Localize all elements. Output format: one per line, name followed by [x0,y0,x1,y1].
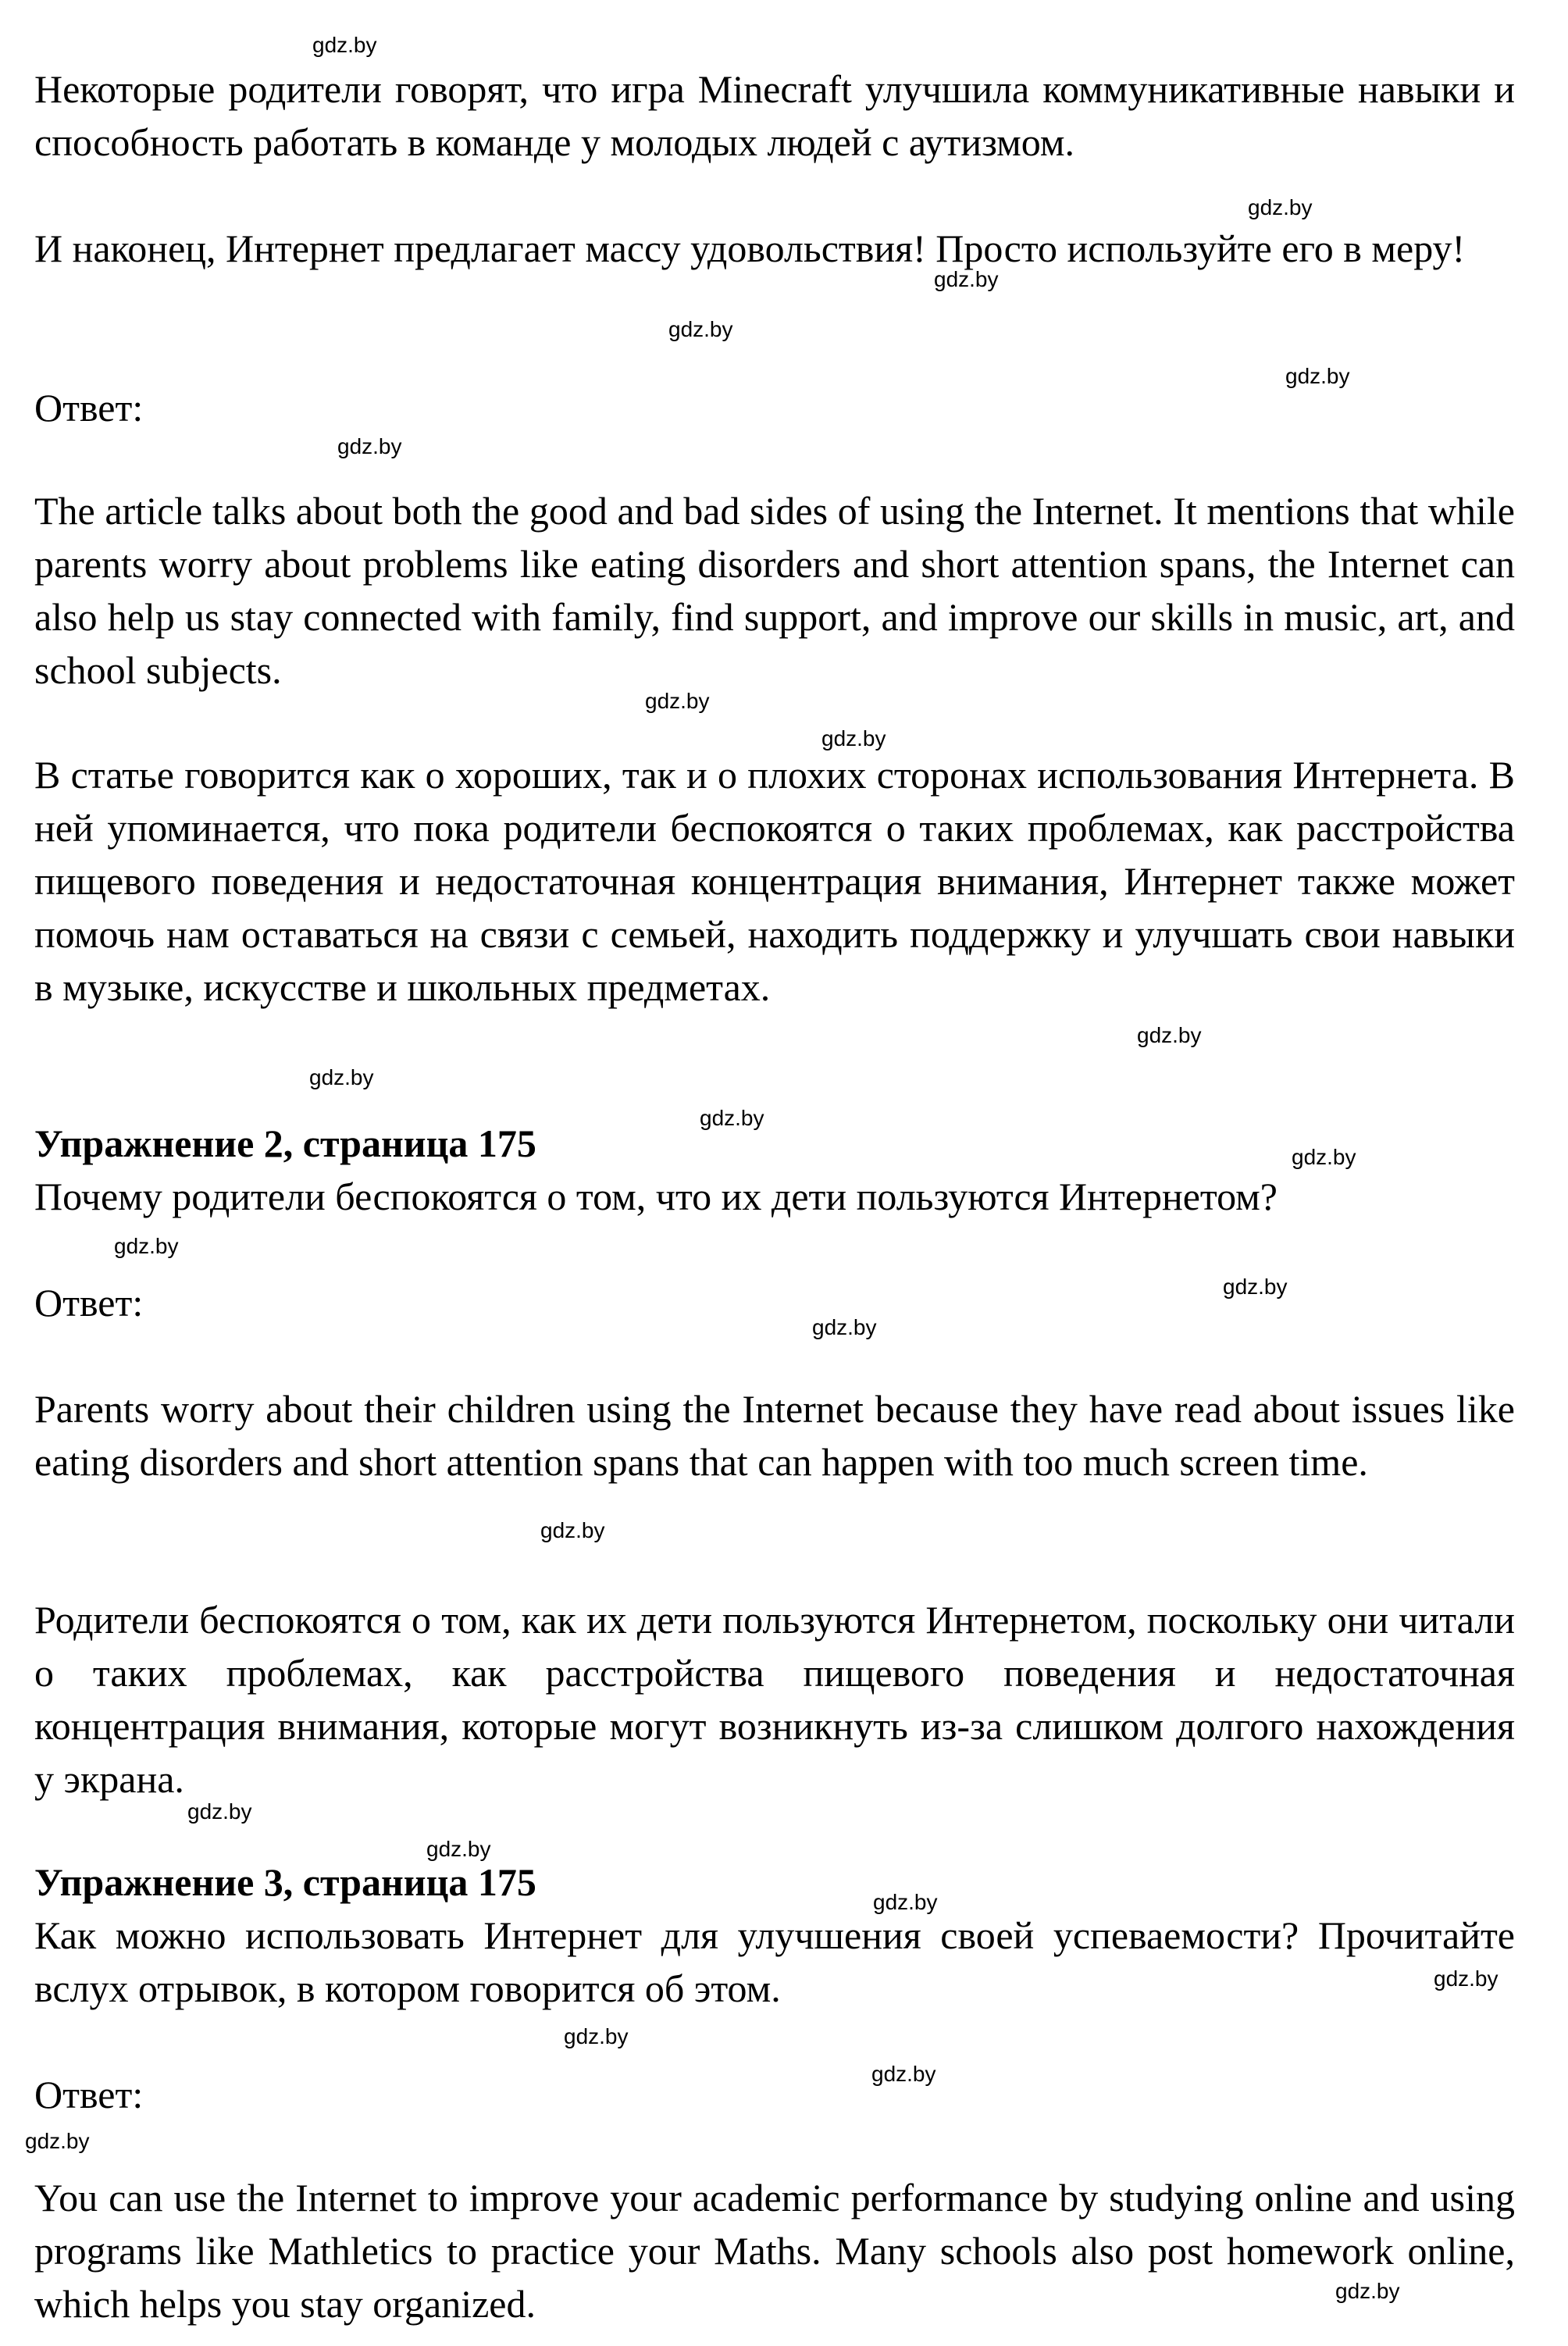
exercise-2-answer-english: Parents worry about their children using the Internet because they have read about issues like eating disorders and short attention spans that can happen with too much screen time. [34,1387,1515,1484]
watermark: gdz.by [1335,2279,1400,2303]
intro-paragraph-internet-fun: И наконец, Интернет предлагает массу удовольствия! Просто используйте его в меру! [34,226,1466,270]
watermark: gdz.by [1292,1145,1356,1169]
watermark: gdz.by [668,317,733,341]
exercise-2-answer-label: Ответ: [34,1281,144,1325]
exercise-3-answer-label: Ответ: [34,2073,144,2116]
watermark: gdz.by [821,726,886,751]
answer-1-russian: В статье говорится как о хороших, так и о плохих сторонах использования Интернета. В ней упоминается, что пока родители беспокоятся о таких проблемах, как расстройства пищевого поведения и недостаточная концентрация внимания, Интернет также может помочь нам оставаться на связи с семьей, находить поддержку и улучшать свои навыки в музыке, искусстве и школьных предметах. [34,753,1515,1009]
answer-label: Ответ: [34,386,144,430]
watermark: gdz.by [645,689,710,713]
watermark: gdz.by [114,1234,179,1258]
watermark: gdz.by [812,1315,877,1339]
watermark: gdz.by [871,2062,936,2086]
watermark: gdz.by [426,1837,491,1861]
intro-paragraph-minecraft: Некоторые родители говорят, что игра Minecraft улучшила коммуникативные навыки и способность работать в команде у молодых людей с аутизмом. [34,67,1515,164]
watermark: gdz.by [187,1799,252,1824]
watermark: gdz.by [337,434,402,458]
watermark: gdz.by [309,1065,374,1089]
watermark: gdz.by [873,1890,938,1914]
watermark: gdz.by [1248,195,1313,219]
exercise-2-title: Упражнение 2, страница 175 [34,1121,536,1165]
watermark: gdz.by [1223,1275,1288,1299]
exercise-2-question: Почему родители беспокоятся о том, что их дети пользуются Интернетом? [34,1175,1278,1218]
watermark: gdz.by [1285,364,1350,388]
exercise-2-answer-russian: Родители беспокоятся о том, как их дети пользуются Интернетом, поскольку они читали о таких проблемах, как расстройства пищевого поведения и недостаточная концентрация внимания, которые могут возникнуть из-за слишком долгого нахождения у экрана. [34,1598,1515,1801]
watermark: gdz.by [25,2129,90,2153]
exercise-3-question: Как можно использовать Интернет для улучшения своей успеваемости? Прочитайте вслух отрывок, в котором говорится об этом. [34,1913,1515,2010]
exercise-3-answer-english: You can use the Internet to improve your academic performance by studying online and using programs like Mathletics to practice your Maths. Many schools also post homework online, which helps you stay organized. [34,2176,1515,2326]
watermark: gdz.by [1137,1023,1202,1047]
watermark: gdz.by [564,2024,629,2048]
exercise-3-title: Упражнение 3, страница 175 [34,1860,536,1904]
watermark: gdz.by [700,1106,764,1130]
watermark: gdz.by [312,33,377,57]
watermark: gdz.by [1434,1966,1499,1991]
answer-1-english: The article talks about both the good and bad sides of using the Internet. It mentions that while parents worry about problems like eating disorders and short attention spans, the Internet can also help us stay connected with family, find support, and improve our skills in music, art, and school subjects. [34,489,1515,692]
watermark: gdz.by [934,267,999,291]
watermark: gdz.by [540,1518,605,1542]
